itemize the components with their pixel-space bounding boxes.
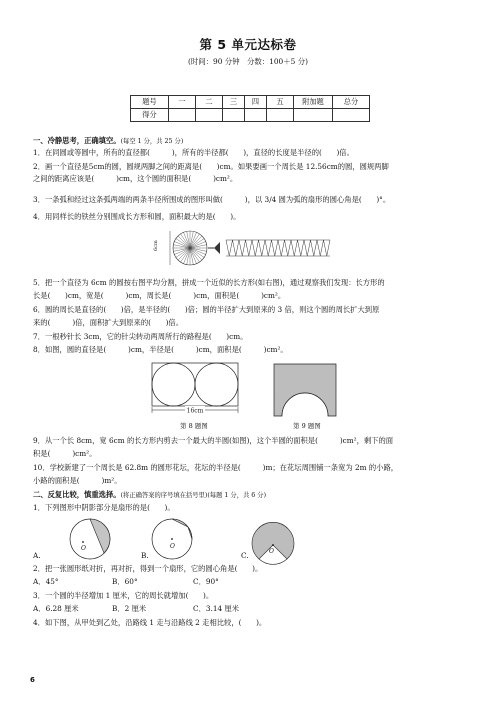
page-number: 6: [30, 676, 35, 684]
question-1-9-cont: 积是( )cm²。: [33, 449, 97, 458]
question-2-1: 1．下列图形中阴影部分是扇形的是( )。: [33, 503, 175, 512]
figure-9: [272, 363, 338, 418]
sector-line: [190, 236, 202, 248]
score-table-score-row: [131, 109, 370, 122]
zigzag-path: [226, 240, 330, 256]
score-cell[interactable]: [245, 109, 267, 122]
score-cell[interactable]: [223, 109, 245, 122]
sector-line: [190, 248, 202, 260]
section1-note: (每空 1 分，共 25 分): [120, 138, 184, 145]
question-1-4: 4．用同样长的铁丝分别围成长方形和圆，面积最大的是( )。: [33, 212, 241, 221]
score-table: [130, 95, 370, 122]
question-1-6-cont: 来的( )倍，面积扩大到原来的( )倍。: [33, 318, 184, 327]
option-b-figure: [150, 517, 194, 561]
score-header-cell: 五: [267, 96, 294, 109]
figure-8: [150, 362, 240, 417]
option-c-label[interactable]: C.: [241, 551, 249, 560]
question-1-5: 5．把一个直径为 6cm 的圆按右图平均分割，拼成一个近似的长方形(如右图)，通过观察我们发现：长方形的: [33, 278, 385, 287]
question-1-1: 1．在同圆或等圆中，所有的直径都( )，所有的半径都( )，直径的长度是半径的( )倍。: [33, 148, 354, 157]
question-1-9: 9．从一个长 8cm，宽 6cm 的长方形内剪去一个最大的半圆(如图)，这个半圆的面积是( )cm²，剩下的面: [33, 436, 394, 445]
score-header-cell: 题号: [131, 96, 169, 109]
question-1-10-cont: 小路的面积是( )m²。: [33, 476, 122, 485]
score-table-header-row: [131, 96, 370, 109]
option-a-label[interactable]: A.: [33, 551, 41, 560]
exam-info: (时间：90 分钟 分数：100＋5 分): [188, 57, 308, 66]
score-header-cell: 一: [169, 96, 196, 109]
score-cell[interactable]: [294, 109, 333, 122]
score-cell[interactable]: [267, 109, 294, 122]
sector-line: [178, 236, 190, 248]
opt-b-center-label: O: [170, 543, 175, 550]
page-title: 第 5 单元达标卷: [199, 37, 297, 52]
question-1-8: 8．如图，圆的直径是( )cm，半径是( )cm，面积是( )cm²。: [33, 345, 288, 354]
option-c-figure: [250, 515, 296, 561]
score-cell[interactable]: [333, 109, 370, 122]
question-1-2-cont: 之间的距离应该是( )cm，这个圆的面积是( )cm²。: [33, 174, 238, 183]
score-header-cell: 总分: [333, 96, 370, 109]
question-2-3: 3．一个圆的半径增加 1 厘米，它的周长就增加( )。: [33, 591, 214, 600]
q2-2-option-b[interactable]: B．60°: [112, 577, 138, 586]
question-2-2: 2．把一张圆形纸对折，再对折，得到一个扇形，它的圆心角是( )。: [33, 564, 263, 573]
q2-3-option-a[interactable]: A．6.28 厘米: [33, 604, 79, 613]
question-2-4: 4．如下图，从甲处到乙处，沿路线 1 走与沿路线 2 走相比较，( )。: [33, 618, 267, 627]
opt-a-center-label: O: [81, 545, 86, 552]
opt-a-shaded: [90, 519, 110, 553]
option-b-label[interactable]: B.: [141, 551, 149, 560]
sector-line: [178, 248, 190, 260]
q2-3-option-b[interactable]: B．2 厘米: [112, 604, 147, 613]
fig8-right-circle: [195, 363, 238, 406]
section1-heading-line: [33, 136, 473, 147]
opt-a-center-dot: [82, 541, 84, 543]
q2-2-option-a[interactable]: A．45°: [33, 577, 59, 586]
score-cell[interactable]: [169, 109, 196, 122]
q2-2-option-c[interactable]: C．90°: [193, 577, 219, 586]
option-a-figure: [68, 517, 112, 561]
arrow-icon: [214, 242, 220, 254]
score-header-cell: 三: [223, 96, 245, 109]
q2-3-option-c[interactable]: C．3.14 厘米: [193, 604, 240, 613]
opt-c-center-label: O: [269, 548, 274, 555]
section2-heading-line: [33, 490, 473, 501]
question-1-3: 3．一条弧和经过这条弧两端的两条半径所围成的图形叫做( )，以 3/4 圆为弧的扇形的圆心角是( )°。: [33, 195, 391, 204]
section2-note: (将正确答案的序号填在括号里)(每题 1 分，共 6 分): [120, 492, 267, 499]
question-1-7: 7．一根秒针长 3cm，它的针尖转动两周所行的路程是( )cm。: [33, 332, 248, 341]
section2-heading: 二、反复比较，慎重选择。: [33, 490, 121, 499]
fig8-dimension-label: 16cm: [186, 407, 204, 415]
score-header-cell: 附加题: [294, 96, 333, 109]
fig9-caption: 第 9 题图: [293, 422, 321, 430]
question-1-10: 10．学校新建了一个周长是 62.8m 的圆形花坛，花坛的半径是( )m；在花坛周围铺一条宽为 2m 的小路，: [33, 463, 399, 472]
score-header-cell: 四: [245, 96, 267, 109]
fig8-left-circle: [152, 363, 195, 406]
approx-rectangle: [226, 240, 330, 256]
score-row-label: 得分: [131, 109, 169, 122]
fig8-caption: 第 8 题图: [180, 422, 208, 430]
diameter-label: 6cm: [153, 240, 159, 251]
question-1-6: 6．圆的周长是直径的( )倍，是半径的( )倍；圆的半径扩大到原来的 3 倍，则这个圆的周长扩大到原: [33, 305, 380, 314]
opt-c-center-dot: [272, 544, 274, 546]
score-header-cell: 二: [196, 96, 223, 109]
opt-b-shaded: [172, 519, 192, 539]
score-cell[interactable]: [196, 109, 223, 122]
section1-heading: 一、冷静思考，正确填空。: [33, 136, 121, 145]
circle-to-rectangle-figure: [150, 228, 350, 268]
question-1-5-cont: 长是( )cm，宽是( )cm，周长是( )cm，面积是( )cm²。: [33, 291, 286, 300]
opt-b-center-dot: [171, 538, 173, 540]
question-1-2: 2．画一个直径是5cm的圆，圆规两脚之间的距离是( )cm。如果要画一个周长是 12.56cm的圆，圆规两脚: [33, 162, 389, 171]
